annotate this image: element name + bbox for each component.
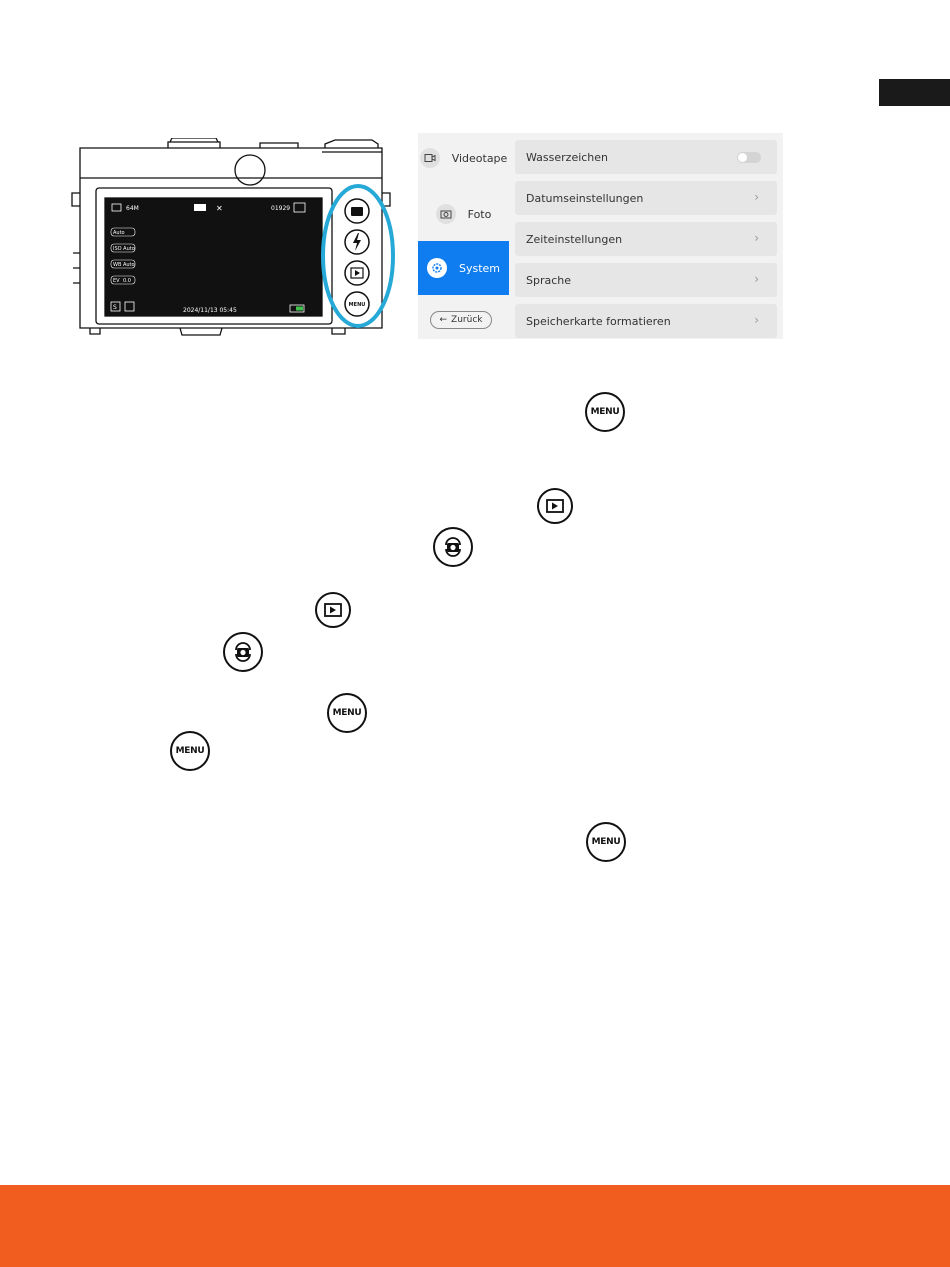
menu-button-icon: MENU	[170, 731, 210, 771]
chevron-right-icon: ›	[754, 313, 759, 327]
camera-ev-label: EV	[113, 278, 120, 284]
row-zeiteinstellungen[interactable]	[515, 222, 777, 256]
camera-resolution: 64M	[126, 205, 139, 212]
sidebar-item-foto[interactable]	[418, 187, 509, 241]
camera-illustration	[70, 138, 400, 338]
camera-datetime: 2024/11/13 05:45	[183, 307, 237, 314]
arrow-left-icon: ←	[439, 315, 448, 325]
settings-icon	[427, 258, 447, 278]
camera-iso: ISO Auto	[113, 246, 135, 252]
sidebar-item-label: System	[458, 261, 501, 275]
sidebar-item-label: Videotape	[451, 151, 508, 165]
menu-screenshot	[418, 133, 783, 339]
row-label: Speicherkarte formatieren	[526, 314, 671, 328]
row-label: Wasserzeichen	[526, 150, 609, 164]
camera-stabilizer: S	[113, 304, 117, 311]
camera-menu-label: MENU	[348, 302, 366, 308]
footer-bar	[0, 1185, 950, 1267]
camera-ev-value: 0.0	[123, 278, 131, 284]
camera-switch-button-icon	[223, 632, 263, 672]
camera-switch-button-icon	[433, 527, 473, 567]
watermark-toggle[interactable]	[737, 152, 761, 163]
row-label: Sprache	[526, 273, 572, 287]
sidebar-item-system[interactable]	[418, 241, 509, 295]
sidebar-item-label: Foto	[467, 207, 492, 221]
row-wasserzeichen[interactable]	[515, 140, 777, 174]
chevron-right-icon: ›	[754, 231, 759, 245]
camera-shots-remaining: 01929	[271, 205, 291, 212]
playback-button-icon	[315, 592, 351, 628]
row-speicherkarte-formatieren[interactable]	[515, 304, 777, 338]
back-button[interactable]	[430, 311, 492, 329]
chevron-right-icon: ›	[754, 190, 759, 204]
playback-button-icon	[537, 488, 573, 524]
row-label: Datumseinstellungen	[526, 191, 644, 205]
menu-button-icon: MENU	[327, 693, 367, 733]
chevron-right-icon: ›	[754, 272, 759, 286]
row-label: Zeiteinstellungen	[526, 232, 623, 246]
photo-icon	[436, 204, 456, 224]
camera-scene-mode: Auto	[113, 230, 125, 236]
camera-wb: WB Auto	[113, 262, 135, 268]
language-tab	[879, 79, 950, 106]
menu-button-icon: MENU	[586, 822, 626, 862]
video-icon	[420, 148, 440, 168]
menu-button-icon: MENU	[585, 392, 625, 432]
row-datumseinstellungen[interactable]	[515, 181, 777, 215]
svg-text:✕: ✕	[216, 204, 223, 213]
back-label: Zurück	[451, 315, 483, 325]
row-sprache[interactable]	[515, 263, 777, 297]
sidebar-item-videotape[interactable]	[418, 133, 509, 183]
